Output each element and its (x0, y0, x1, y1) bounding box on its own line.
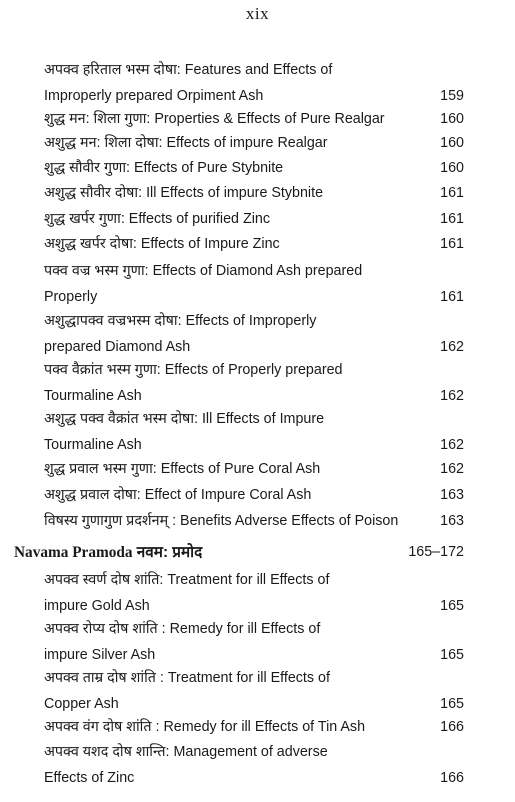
entry-title-line: अपक्व वंग दोष शांति : Remedy for ill Effects of Tin Ash (44, 719, 366, 735)
section-heading (14, 540, 464, 566)
entry-title-line: शुद्ध प्रवाल भस्म गुणा: Effects of Pure Coral Ash (44, 461, 321, 477)
entry-title-line: Tourmaline Ash (44, 436, 142, 453)
entry-title-line: अशुद्ध प्रवाल दोषा: Effect of Impure Coral Ash (44, 487, 312, 503)
entry-title-line: Properly (44, 288, 98, 305)
section-page-range: 165–172 (408, 544, 464, 560)
entry-title-line: अपक्व स्वर्ण दोष शांति: Treatment for ill Effects of (44, 572, 330, 588)
toc-entry (44, 58, 464, 109)
toc-entry (44, 457, 464, 483)
entry-page: 161 (440, 211, 464, 227)
toc-entry (44, 407, 464, 458)
toc-entry (44, 740, 464, 791)
entry-title-line: अशुद्ध सौवीर दोषा: Ill Effects of impure Stybnite (44, 185, 324, 201)
entry-title-line: अपक्व हरिताल भस्म दोषा: Features and Effects of (44, 62, 333, 78)
entry-page: 165 (440, 597, 464, 614)
entry-title-line: impure Gold Ash (44, 597, 150, 614)
entry-page: 165 (440, 646, 464, 663)
entry-page: 160 (440, 160, 464, 176)
toc-entry (44, 131, 464, 157)
entry-title-line: अशुद्ध पक्व वैक्रांत भस्म दोषा: Ill Effects of Impure (44, 411, 325, 427)
entry-page: 161 (440, 288, 464, 305)
toc-entry (44, 358, 464, 409)
entry-title-line: Tourmaline Ash (44, 387, 142, 404)
entry-page: 161 (440, 236, 464, 252)
entry-title-line: अशुद्धापक्व वज्रभस्म दोषा: Effects of Improperly (44, 313, 317, 329)
entry-title-line: शुद्ध सौवीर गुणा: Effects of Pure Stybnite (44, 160, 284, 176)
entry-title-line: prepared Diamond Ash (44, 338, 191, 355)
entry-page: 160 (440, 135, 464, 151)
toc-entry (44, 181, 464, 207)
entry-title-line: अपक्व यशद दोष शान्ति: Management of adverse (44, 744, 328, 760)
section-title-devanagari: नवम: प्रमोद (136, 544, 203, 561)
entry-title-line: पक्व वज्र भस्म गुणा: Effects of Diamond Ash prepared (44, 263, 363, 279)
entry-title-line: अशुद्ध मन: शिला दोषा: Effects of impure Realgar (44, 135, 328, 151)
toc-entry (44, 509, 464, 535)
entry-page: 161 (440, 185, 464, 201)
toc-entry (44, 617, 464, 668)
entry-title-line: शुद्ध मन: शिला गुणा: Properties & Effects of Pure Realgar (44, 111, 385, 127)
toc-entry (44, 156, 464, 182)
entry-title-line: Improperly prepared Orpiment Ash (44, 87, 264, 104)
entry-page: 165 (440, 695, 464, 712)
toc-entry (44, 259, 464, 310)
entry-title-line: अपक्व ताम्र दोष शांति : Treatment for ill Effects of (44, 670, 330, 686)
section-title: Navama Pramoda (14, 544, 133, 561)
entry-title-line: शुद्ध खर्पर गुणा: Effects of purified Zinc (44, 211, 270, 227)
toc-entry (44, 715, 464, 741)
toc-entry (44, 107, 464, 133)
entry-title-line: पक्व वैक्रांत भस्म गुणा: Effects of Properly prepared (44, 362, 343, 378)
toc-entry (44, 207, 464, 233)
entry-title-line: अपक्व रोप्य दोष शांति : Remedy for ill Effects of (44, 621, 321, 637)
entry-title-line: अशुद्ध खर्पर दोषा: Effects of Impure Zinc (44, 236, 280, 252)
entry-page: 162 (440, 436, 464, 453)
entry-title-line: विषस्य गुणागुण प्रदर्शनम् : Benefits Adverse Effects of Poison (44, 513, 399, 529)
toc-entry (44, 568, 464, 619)
entry-page: 166 (440, 719, 464, 735)
toc-entry (44, 483, 464, 509)
entry-page: 159 (440, 87, 464, 104)
entry-page: 162 (440, 387, 464, 404)
entry-title-line: Effects of Zinc (44, 769, 135, 786)
toc-entry (44, 666, 464, 717)
entry-title-line: Copper Ash (44, 695, 119, 712)
entry-page: 166 (440, 769, 464, 786)
entry-title-line: impure Silver Ash (44, 646, 156, 663)
entry-page: 162 (440, 338, 464, 355)
toc-entry (44, 232, 464, 258)
toc-entry (44, 309, 464, 360)
entry-page: 163 (440, 487, 464, 503)
page-number: xix (245, 4, 270, 23)
entry-page: 160 (440, 111, 464, 127)
entry-page: 162 (440, 461, 464, 477)
entry-page: 163 (440, 513, 464, 529)
